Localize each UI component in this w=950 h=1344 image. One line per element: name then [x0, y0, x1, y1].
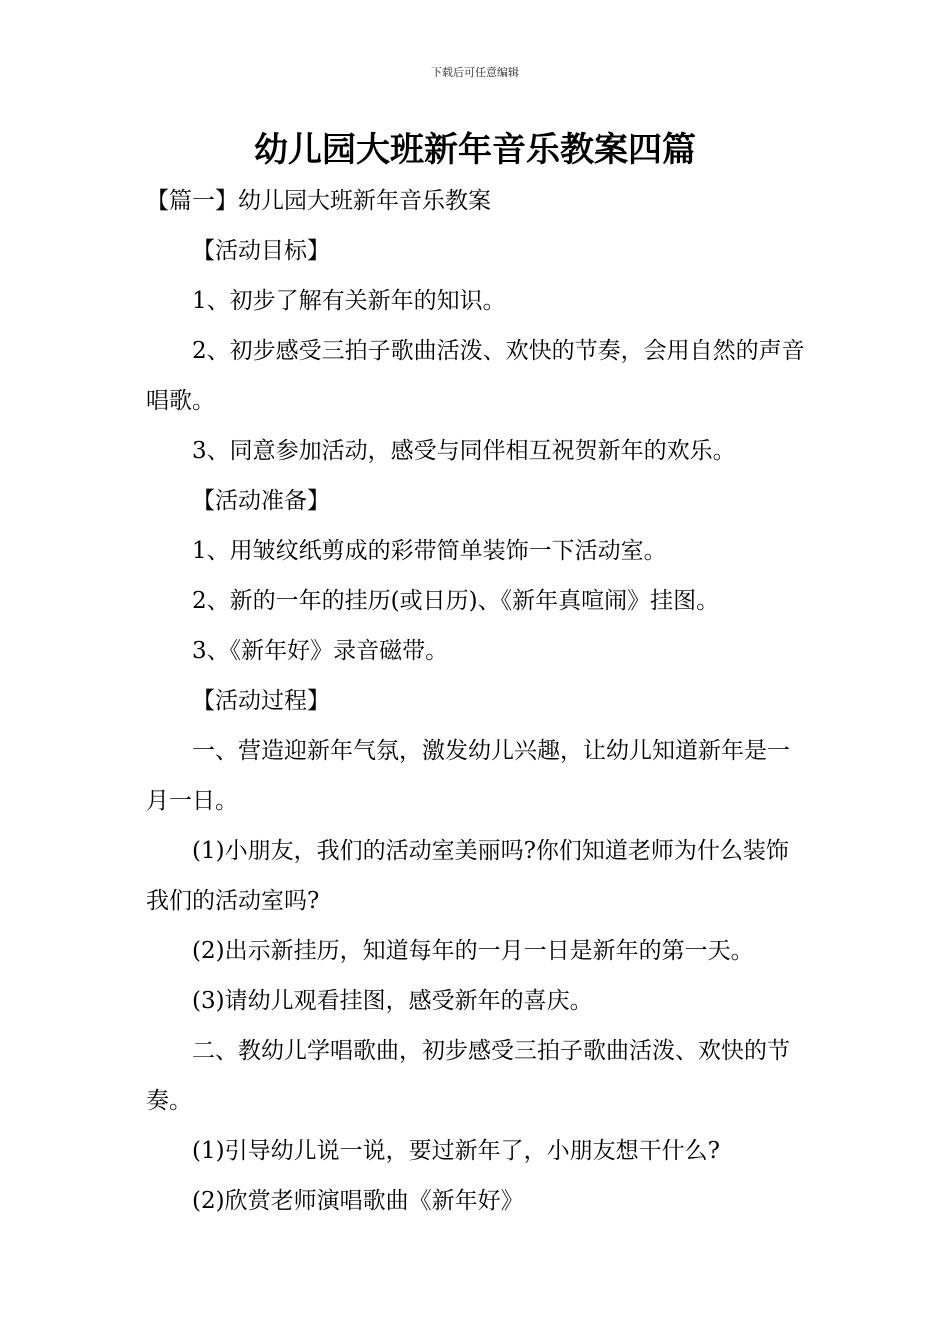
subheading-goals: 【活动目标】 — [192, 238, 330, 264]
section-heading: 【篇一】幼儿园大班新年音乐教案 — [146, 188, 491, 214]
paragraph: (2)出示新挂历，知道每年的一月一日是新年的第一天。 — [192, 938, 754, 964]
paragraph: 1、用皱纹纸剪成的彩带简单装饰一下活动室。 — [192, 538, 667, 564]
document-body — [146, 176, 808, 1226]
paragraph: 3、同意参加活动，感受与同伴相互祝贺新年的欢乐。 — [192, 438, 736, 464]
paragraph: (1)引导幼儿说一说，要过新年了，小朋友想干什么? — [192, 1138, 720, 1164]
page-header-note: 下载后可任意编辑 — [431, 66, 519, 79]
subheading-preparation: 【活动准备】 — [192, 488, 330, 514]
paragraph: (1)小朋友，我们的活动室美丽吗?你们知道老师为什么装饰我们的活动室吗? — [146, 838, 789, 914]
document-title: 幼儿园大班新年音乐教案四篇 — [254, 130, 696, 170]
paragraph: (3)请幼儿观看挂图，感受新年的喜庆。 — [192, 988, 593, 1014]
paragraph: 二、教幼儿学唱歌曲，初步感受三拍子歌曲活泼、欢快的节奏。 — [146, 1038, 790, 1114]
paragraph: 1、初步了解有关新年的知识。 — [192, 288, 506, 314]
paragraph: (2)欣赏老师演唱歌曲《新年好》 — [192, 1188, 524, 1214]
paragraph: 一、营造迎新年气氛，激发幼儿兴趣，让幼儿知道新年是一月一日。 — [146, 738, 790, 814]
paragraph: 2、新的一年的挂历(或日历)、《新年真喧闹》挂图。 — [192, 588, 720, 614]
subheading-process: 【活动过程】 — [192, 688, 330, 714]
paragraph: 2、初步感受三拍子歌曲活泼、欢快的节奏，会用自然的声音唱歌。 — [146, 338, 805, 414]
paragraph: 3、《新年好》录音磁带。 — [192, 638, 449, 664]
